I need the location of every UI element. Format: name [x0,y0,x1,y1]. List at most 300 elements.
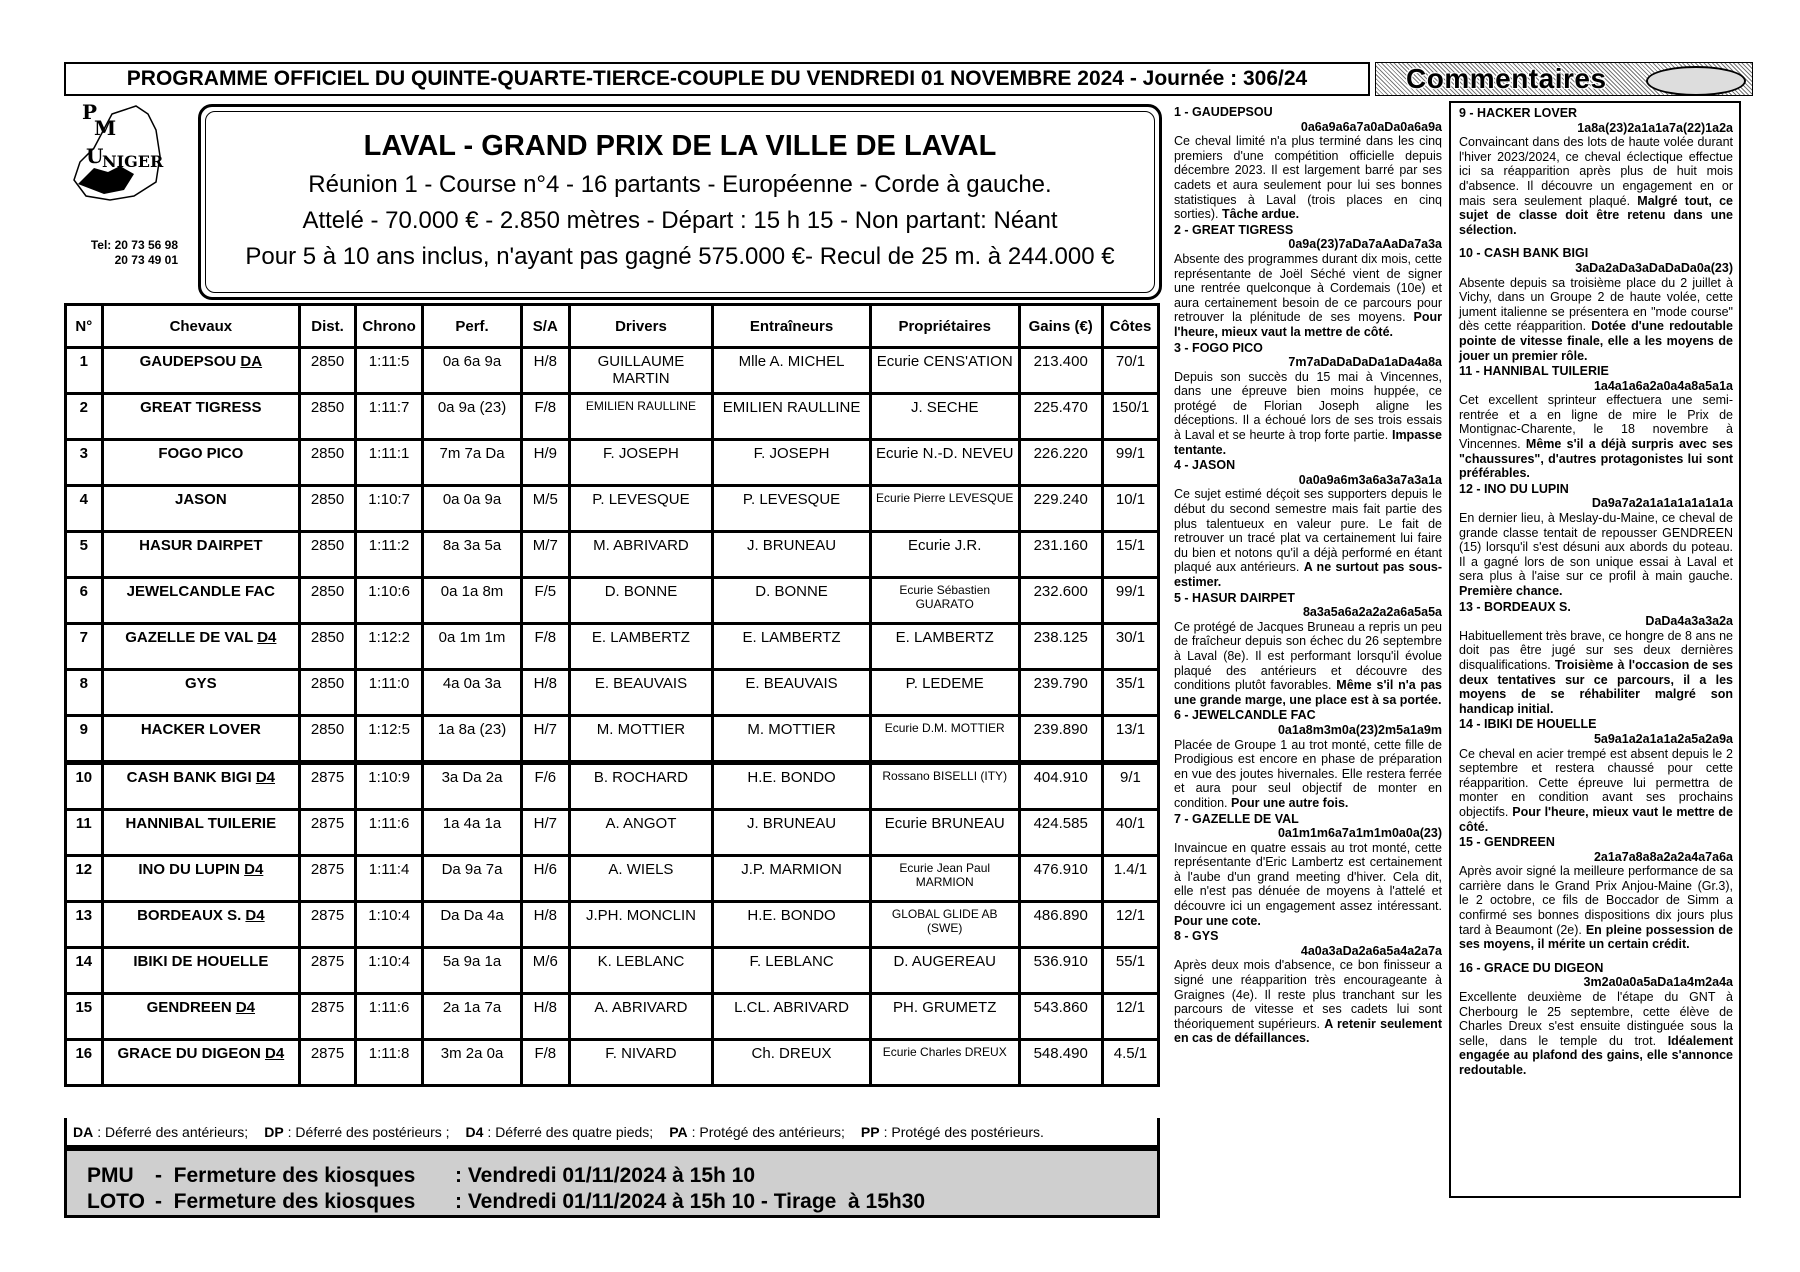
comment-perf: 1a4a1a6a2a0a4a8a5a1a [1593,378,1733,393]
phone-2: 20 73 49 01 [114,253,178,267]
cell-dist: 2850 [300,670,356,716]
cell-horse [102,486,299,532]
cell-gains: 239.890 [1019,716,1102,763]
cell-horse [102,856,299,902]
comment-block [1459,364,1733,481]
cell-driver: E. BEAUVAIS [569,670,712,716]
comment-title: 5 - HASUR DAIRPET [1174,590,1295,605]
spacer [1459,238,1733,246]
cell-cote: 15/1 [1102,532,1158,578]
cell-trainer: Mlle A. MICHEL [713,348,871,394]
cell-dist: 2875 [300,763,356,810]
cell-owner: Ecurie J.R. [870,532,1019,578]
cell-horse [102,763,299,810]
legend-code: D4 [465,1123,484,1140]
col-header-dist: Dist. [300,305,356,348]
cell-chrono: 1:11:2 [356,532,423,578]
cell-trainer: F. LEBLANC [713,948,871,994]
cell-cote: 30/1 [1102,624,1158,670]
comment-verdict: Pour une cote. [1174,913,1261,928]
cell-horse [102,532,299,578]
table-row [66,440,1159,486]
cell-horse [102,394,299,440]
comment-title: 16 - GRACE DU DIGEON [1459,960,1604,975]
comment-verdict: Malgré tout, ce sujet de classe doit être retenu dans une sélection. [1459,193,1733,237]
comment-block [1174,105,1442,222]
cell-sa: H/8 [521,902,569,948]
comment-title: 10 - CASH BANK BIGI [1459,246,1589,261]
cell-gains: 229.240 [1019,486,1102,532]
cell-chrono: 1:11:4 [356,856,423,902]
cell-perf: 1a 8a (23) [423,716,522,763]
cell-sa: H/8 [521,348,569,394]
col-header-gains: Gains (€) [1019,305,1102,348]
comment-block [1459,246,1733,363]
cell-gains: 548.490 [1019,1040,1102,1086]
cell-owner: Ecurie Jean Paul MARMION [870,856,1019,902]
comment-text [1174,134,1442,222]
cell-chrono: 1:11:1 [356,440,423,486]
horse-name: BORDEAUX S. [137,907,242,924]
col-header-sa: S/A [521,305,569,348]
comment-verdict: Première chance. [1459,584,1563,598]
cell-num: 4 [66,486,103,532]
table-row [66,902,1159,948]
cell-chrono: 1:10:9 [356,763,423,810]
cell-dist: 2850 [300,394,356,440]
comment-title: 15 - GENDREEN [1459,835,1555,850]
comment-text [1174,487,1442,589]
runners-table [64,303,1160,1087]
cell-dist: 2875 [300,902,356,948]
table-row [66,394,1159,440]
cell-cote: 150/1 [1102,394,1158,440]
cell-owner: Rossano BISELLI (ITY) [870,763,1019,810]
cell-gains: 225.470 [1019,394,1102,440]
comment-perf: DaDa4a3a3a2a [1645,614,1733,629]
comment-block [1174,929,1442,1046]
cell-num: 2 [66,394,103,440]
comment-title: 3 - FOGO PICO [1174,340,1263,355]
comment-body: Excellente deuxième de l'étape du GNT à Cherbourg le 25 septembre, cette élève de Charles Dreux s'est ensuite distinguée sous la selle, dans le temple du trot. [1459,990,1733,1048]
col-header-cote: Côtes [1102,305,1158,348]
cell-gains: 226.220 [1019,440,1102,486]
comment-text [1459,990,1733,1078]
comment-verdict: A ne surtout pas sous-estimer. [1174,560,1442,589]
horse-name: GREAT TIGRESS [140,399,262,416]
cell-perf: 3a Da 2a [423,763,522,810]
cell-perf: 2a 1a 7a [423,994,522,1040]
cell-dist: 2850 [300,348,356,394]
comment-text [1459,276,1733,364]
cell-owner: Ecurie CENS'ATION [870,348,1019,394]
legend-text: : Déferré des postérieurs ; [287,1123,450,1140]
cell-cote: 99/1 [1102,578,1158,624]
comment-perf: 1a8a(23)2a1a1a7a(22)1a2a [1577,120,1733,135]
cell-num: 7 [66,624,103,670]
comment-title: 13 - BORDEAUX S. [1459,599,1571,614]
cell-num: 1 [66,348,103,394]
comment-perf: 4a0a3aDa2a6a5a4a2a7a [1300,943,1442,958]
cell-trainer: J. BRUNEAU [713,532,871,578]
comment-block [1174,458,1442,589]
cell-owner: Ecurie N.-D. NEVEU [870,440,1019,486]
comment-perf: 5a9a1a2a1a1a2a5a2a9a [1593,731,1733,746]
comment-verdict: A retenir seulement en cas de défaillances. [1174,1016,1442,1046]
pmu-niger-logo [64,100,184,267]
col-header-num: N° [66,305,103,348]
cell-owner: P. LEDEME [870,670,1019,716]
table-row [66,1040,1159,1086]
comment-title: 1 - GAUDEPSOU [1174,105,1273,119]
cell-chrono: 1:11:6 [356,810,423,856]
comment-text [1174,738,1442,811]
table-header-row [66,305,1159,348]
comment-perf: 0a1a8m3m0a(23)2m5a1a9m [1277,722,1442,737]
cell-perf: 0a 9a (23) [423,394,522,440]
comment-text [1459,747,1733,835]
cell-gains: 232.600 [1019,578,1102,624]
cell-sa: F/8 [521,1040,569,1086]
cell-cote: 10/1 [1102,486,1158,532]
comments-column-2 [1449,101,1741,1198]
comment-body: Placée de Groupe 1 au trot monté, cette fille de Prodigious est encore en phase de préparation en vue des joutes hivernales. Elle restera ferrée et aura pour seul objectif de monter en condition. [1174,737,1442,810]
cell-perf: 0a 6a 9a [423,348,522,394]
cell-owner: GLOBAL GLIDE AB (SWE) [870,902,1019,948]
cell-cote: 55/1 [1102,948,1158,994]
cell-owner: Ecurie Sébastien GUARATO [870,578,1019,624]
comment-title: 2 - GREAT TIGRESS [1174,222,1294,237]
race-title: LAVAL - GRAND PRIX DE LA VILLE DE LAVAL [363,129,997,162]
comment-verdict: Impasse tentante. [1174,428,1442,457]
comment-perf: Da9a7a2a1a1a1a1a1a1a [1591,496,1733,511]
col-header-horse: Chevaux [102,305,299,348]
shoeing-tag: D4 [235,999,256,1016]
comment-body: Ce protégé de Jacques Bruneau a repris un peu de fraîcheur depuis son échec du 26 septembre à Laval (8e). Il est performant lorsqu'il évolue plaqué des antérieurs et découvre des conditions plutôt favorables. [1174,619,1442,693]
legend-item [73,1124,248,1140]
comment-text [1459,511,1733,599]
cell-driver: F. NIVARD [569,1040,712,1086]
cell-driver: GUILLAUME MARTIN [569,348,712,394]
cell-cote: 12/1 [1102,902,1158,948]
comment-verdict: Pour l'heure, mieux vaut le mettre de côté. [1459,804,1733,834]
table-row [66,810,1159,856]
cell-cote: 99/1 [1102,440,1158,486]
comment-body: Absente des programmes durant dix mois, cette représentante de Joël Séché vient de signer une rentrée quelconque à Cordemais (10e) et aura certainement besoin de ce parcours pour retrouver la plénitude de ses moyens. [1174,251,1442,325]
cell-horse [102,810,299,856]
cell-cote: 1.4/1 [1102,856,1158,902]
col-header-perf: Perf. [423,305,522,348]
horse-name: GENDREEN [146,999,232,1016]
cell-cote: 35/1 [1102,670,1158,716]
comment-block [1174,812,1442,929]
cell-driver: A. WIELS [569,856,712,902]
cell-gains: 238.125 [1019,624,1102,670]
cell-num: 16 [66,1040,103,1086]
comment-body: Ce sujet estimé déçoit ses supporters depuis le début du second semestre mais fait partie des plus talentueux en valeur pure. Le fait de retrouver un tracé plat va certainement lui faire du bien et notons qu'il a déjà performé en étant plaqué aux antérieurs. [1174,487,1442,575]
cell-perf: 3m 2a 0a [423,1040,522,1086]
col-header-trainer: Entraîneurs [713,305,871,348]
cell-trainer: H.E. BONDO [713,763,871,810]
comment-text [1459,864,1733,952]
comment-verdict: Dotée d'une redoutable pointe de vitesse finale, elle a les moyens de jouer un premier rôle. [1459,319,1733,363]
comment-block [1459,106,1733,237]
cell-num: 3 [66,440,103,486]
cell-cote: 70/1 [1102,348,1158,394]
cell-horse [102,440,299,486]
comment-perf: 3m2a0a0a5aDa1a4m2a4a [1583,975,1733,990]
shoeing-tag: D4 [245,907,265,924]
horse-name: CASH BANK BIGI [126,769,252,786]
comment-verdict: Même s'il a déjà surpris avec ses "chaussures", d'autres protagonistes lui sont préférables. [1459,437,1733,481]
col-header-driver: Drivers [569,305,712,348]
cell-driver: B. ROCHARD [569,763,712,810]
cell-gains: 231.160 [1019,532,1102,578]
cell-sa: F/8 [521,624,569,670]
cell-chrono: 1:11:6 [356,994,423,1040]
comment-perf: 0a9a(23)7aDa7aAaDa7a3a [1288,237,1442,252]
cell-sa: M/7 [521,532,569,578]
comment-perf: 0a0a9a6m3a6a3a7a3a1a [1298,472,1442,487]
comment-perf: 3aDa2aDa3aDaDaDa0a(23) [1575,260,1733,275]
horse-name: GAUDEPSOU [139,353,237,370]
comment-title: 7 - GAZELLE DE VAL [1174,811,1299,826]
comment-body: Absente depuis sa troisième place du 2 juillet à Vichy, dans un Groupe 2 de haute volée, cette jument italienne se présentera en "mode course" dès cette réapparition. [1459,275,1733,334]
cell-horse [102,348,299,394]
cell-owner: J. SECHE [870,394,1019,440]
pmu-kiosk-text: - Fermeture des kiosques [155,1164,416,1187]
cell-cote: 40/1 [1102,810,1158,856]
cell-trainer: EMILIEN RAULLINE [713,394,871,440]
comments-column-1 [1174,105,1442,1047]
phone-numbers [18,238,178,268]
cell-trainer: H.E. BONDO [713,902,871,948]
table-row [66,670,1159,716]
logo-letter-p: P [82,100,98,124]
legend-code: DP [264,1123,284,1140]
comment-block [1459,961,1733,1078]
cell-num: 12 [66,856,103,902]
horse-name: INO DU LUPIN [138,861,240,878]
cell-sa: H/8 [521,994,569,1040]
cell-dist: 2875 [300,810,356,856]
cell-perf: 5a 9a 1a [423,948,522,994]
comment-text [1174,370,1442,458]
comment-title: 6 - JEWELCANDLE FAC [1174,708,1316,723]
cell-perf: 4a 0a 3a [423,670,522,716]
cell-driver: A. ABRIVARD [569,994,712,1040]
cell-trainer: E. BEAUVAIS [713,670,871,716]
comment-block [1459,600,1733,717]
comment-verdict: En pleine possession de ses moyens, il mérite un certain crédit. [1459,922,1733,952]
table-row [66,624,1159,670]
legend-text: : Protégé des antérieurs; [691,1123,845,1140]
comment-text [1459,393,1733,481]
cell-gains: 213.400 [1019,348,1102,394]
cell-chrono: 1:11:0 [356,670,423,716]
cell-owner: Ecurie BRUNEAU [870,810,1019,856]
program-banner: PROGRAMME OFFICIEL DU QUINTE-QUARTE-TIERCE-COUPLE DU VENDREDI 01 NOVEMBRE 2024 - Journée : 306/24 [64,62,1370,96]
legend-bar [64,1118,1160,1148]
cell-driver: D. BONNE [569,578,712,624]
comment-title: 12 - INO DU LUPIN [1459,481,1569,496]
horse-name: FOGO PICO [158,445,244,462]
cell-gains: 536.910 [1019,948,1102,994]
table-row [66,532,1159,578]
comment-body: Après deux mois d'absence, ce bon finisseur a signé une réapparition très encourageante à Graignes (4e). Il reste plus tranchant sur les parcours de vitesse et ses cadets lui sont théoriquement supérieurs. [1174,958,1442,1031]
phone-1: Tel: 20 73 56 98 [90,238,178,252]
cell-dist: 2850 [300,716,356,763]
cell-sa: F/6 [521,763,569,810]
cell-horse [102,624,299,670]
col-header-owner: Propriétaires [870,305,1019,348]
legend-code: PP [860,1123,880,1140]
cell-horse [102,578,299,624]
comment-verdict: Même s'il n'a pas une grande marge, une place est à sa portée. [1174,678,1442,707]
comment-text [1174,620,1442,708]
loto-closing-time: : Vendredi 01/11/2024 à 15h 10 - Tirage à 15h30 [455,1190,926,1213]
horse-name: GAZELLE DE VAL [125,629,254,646]
cell-num: 10 [66,763,103,810]
legend-item [264,1124,449,1140]
comment-verdict: Pour une autre fois. [1231,795,1349,810]
cell-trainer: J.P. MARMION [713,856,871,902]
cell-owner: Ecurie D.M. MOTTIER [870,716,1019,763]
cell-perf: Da Da 4a [423,902,522,948]
cell-chrono: 1:10:4 [356,902,423,948]
comment-body: Habituellement très brave, ce hongre de 8 ans ne doit pas être jugé sur ses deux dernières disqualifications. [1459,628,1733,672]
cell-num: 11 [66,810,103,856]
cell-gains: 543.860 [1019,994,1102,1040]
comment-body: Invaincue en quatre essais au trot monté, cette représentante d'Eric Lambertz est certainement à l'aube d'un grand meeting d'hiver. Cela dit, elle n'est pas dénuée de moyens à l'attelé et découvre ici un engagement assez intéressant. [1174,840,1442,914]
cell-dist: 2850 [300,440,356,486]
cell-perf: 0a 1m 1m [423,624,522,670]
race-info-box [198,104,1162,300]
cell-sa: H/7 [521,810,569,856]
cell-perf: 0a 0a 9a [423,486,522,532]
cell-driver: F. JOSEPH [569,440,712,486]
cell-dist: 2875 [300,994,356,1040]
cell-horse [102,902,299,948]
table-row [66,994,1159,1040]
pmu-closing-time: : Vendredi 01/11/2024 à 15h 10 [455,1164,756,1187]
comment-body: Ce cheval en acier trempé est absent depuis le 2 septembre et restera chaussé pour cette réapparition. Cette épreuve lui permettra de monter en condition avant ses prochains objectifs. [1459,746,1733,819]
cell-num: 6 [66,578,103,624]
table-row [66,486,1159,532]
logo-letter-m: M [94,116,117,140]
comment-title: 11 - HANNIBAL TUILERIE [1459,364,1609,379]
comment-title: 14 - IBIKI DE HOUELLE [1459,717,1597,732]
table-row [66,716,1159,763]
cell-perf: 7m 7a Da [423,440,522,486]
legend-code: PA [669,1123,688,1140]
legend-code: DA [73,1123,94,1140]
comment-perf: 2a1a7a8a8a2a2a4a7a6a [1593,849,1733,864]
comments-title: Commentaires [1406,63,1607,94]
table-row [66,856,1159,902]
cell-chrono: 1:11:5 [356,348,423,394]
cell-trainer: J. BRUNEAU [713,810,871,856]
horse-name: JASON [174,491,227,508]
cell-driver: E. LAMBERTZ [569,624,712,670]
comment-title: 4 - JASON [1174,458,1236,473]
logo-letter-u: U [86,144,104,168]
cell-sa: M/6 [521,948,569,994]
comment-perf: 8a3a5a6a2a2a2a6a5a5a [1302,605,1442,620]
cell-perf: 0a 1a 8m [423,578,522,624]
cell-dist: 2850 [300,624,356,670]
cell-dist: 2875 [300,948,356,994]
shoeing-tag: DA [240,353,263,370]
comment-text [1174,841,1442,929]
cell-num: 13 [66,902,103,948]
cell-num: 5 [66,532,103,578]
closing-times [64,1148,1160,1218]
horse-name: IBIKI DE HOUELLE [133,953,269,970]
cell-gains: 476.910 [1019,856,1102,902]
cell-sa: F/8 [521,394,569,440]
comment-text [1459,135,1733,237]
comment-body: Après avoir signé la meilleure performance de sa carrière dans le Grand Prix Anjou-Maine (Gr.3), le 2 octobre, ce fils de Boccador de Simm a confirmé ses bonnes dispositions dix jours plus tard à Beaumont (2e). [1459,864,1733,937]
comment-block [1459,482,1733,599]
cell-horse [102,716,299,763]
cell-num: 9 [66,716,103,763]
cell-cote: 13/1 [1102,716,1158,763]
comment-block [1459,835,1733,952]
comment-body: Convaincant dans des lots de haute volée durant l'hiver 2023/2024, ce cheval éclectique effectue ici sa réapparition après plus de huit mois d'absence. Il découvre un engagement en or mais sera seulement plaqué. [1459,135,1733,208]
cell-gains: 239.790 [1019,670,1102,716]
horse-name: JEWELCANDLE FAC [126,583,275,600]
cell-gains: 486.890 [1019,902,1102,948]
comment-block [1174,591,1442,708]
cell-num: 15 [66,994,103,1040]
cell-chrono: 1:11:7 [356,394,423,440]
comment-verdict: Pour l'heure, mieux vaut la mettre de côté. [1174,310,1442,339]
legend-item [466,1124,654,1140]
legend-text: : Protégé des postérieurs. [883,1123,1044,1140]
cell-sa: M/5 [521,486,569,532]
table-row [66,763,1159,810]
legend-text: : Déferré des antérieurs; [97,1123,249,1140]
comment-verdict: Troisième à l'occasion de ses deux tentatives sur ce parcours, il a les moyens de se réhabiliter malgré son handicap initial. [1459,657,1733,716]
logo-niger: NIGER [102,152,164,171]
race-line-3: Pour 5 à 10 ans inclus, n'ayant pas gagné 575.000 €- Recul de 25 m. à 244.000 € [245,242,1115,270]
comment-text [1174,252,1442,340]
cell-sa: F/5 [521,578,569,624]
cell-dist: 2875 [300,1040,356,1086]
comment-block [1174,223,1442,340]
comment-block [1459,717,1733,834]
cell-trainer: Ch. DREUX [713,1040,871,1086]
comment-perf: 0a1m1m6a7a1m1m0a0a(23) [1277,826,1442,841]
cell-chrono: 1:10:6 [356,578,423,624]
comment-body: Cet excellent sprinteur effectuera une semi-rentrée et a en ligne de mire le Prix de Montignac-Charente, le 18 novembre à Vincennes. [1459,393,1733,452]
comment-body: Depuis son succès du 15 mai à Vincennes, dans une épreuve bien moins huppée, ce protégé de Florian Joseph aligne les déceptions. Il a échoué lors de ses trois essais à Laval et se heurte à trop forte partie. [1174,369,1442,443]
cell-trainer: P. LEVESQUE [713,486,871,532]
cell-horse [102,670,299,716]
cell-sa: H/9 [521,440,569,486]
cell-dist: 2850 [300,486,356,532]
comment-title: 9 - HACKER LOVER [1459,106,1578,120]
comments-header [1375,62,1753,96]
spacer [1459,953,1733,961]
comment-title: 8 - GYS [1174,929,1219,944]
cell-horse [102,994,299,1040]
comment-perf: 7m7aDaDaDaDa1aDa4a8a [1288,355,1442,370]
cell-driver: A. ANGOT [569,810,712,856]
cell-chrono: 1:12:2 [356,624,423,670]
cell-owner: PH. GRUMETZ [870,994,1019,1040]
